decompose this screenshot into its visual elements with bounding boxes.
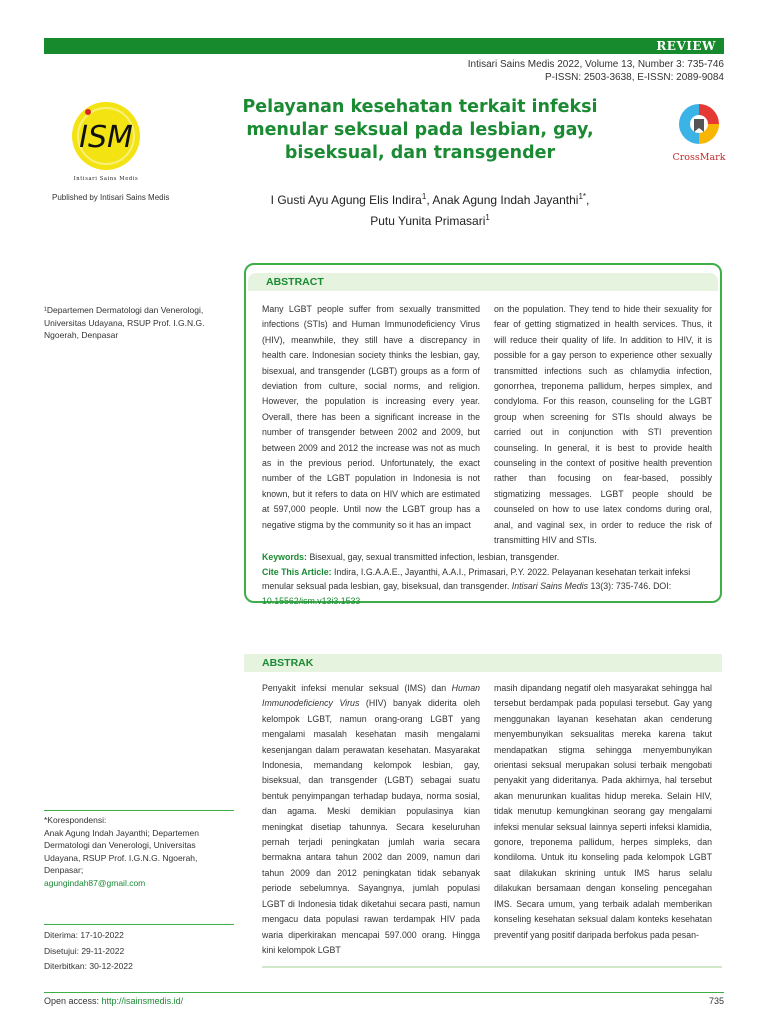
cite-details: 13(3): 735-746. DOI:	[590, 581, 672, 591]
published-by: Published by Intisari Sains Medis	[52, 193, 170, 202]
logo-caption: Intisari Sains Medis	[73, 176, 139, 182]
abstract-col-1: Many LGBT people suffer from sexually transmitted infections (STIs) and Human Immunodeficiency Virus (HIV), meanwhile, they still have a discrepancy in health care. Indonesian society thinks the lesbian, gay, bisexual, and transgender (LGBT) groups as a form of deviation from culture, social norms, and religion. However, the population is increasing every year. Overall, there has been a significant increase in the number of transgender between 2002 and 2009, but between 2009 and 2012 the increase was not as much as in the previous period. Unfortunately, the exact number of the LGBT population in Indonesia is not known, but it refers to data on HIV which are estimated at 597,000 people. Until now the LGBT group has a negative stigma by the community so it has an impact	[262, 304, 480, 530]
abstrak-bottom-rule	[262, 966, 722, 968]
keywords-text: Bisexual, gay, sexual transmitted infection, lesbian, transgender.	[309, 552, 560, 562]
abstract-col-2: on the population. They tend to hide their sexuality for fear of getting stigmatized in health services. Thus, it will reduce their quality of life. In addition to HIV, it is possible for a gay person to experience other sexually transmitted infections such as chlamydia infection, gonorrhea, treponema pallidum, herpes simplex, and condyloma. For this reason, counseling for the LGBT group when screening for STIs should always be carried out in conjunction with STI prevention counseling. In general, it is best to provide health counseling in the context of positive health prevention rather than focusing on fear-based, possibly stigmatizing messages. LGBT people should be counseled on how to use latex condoms during oral, anal, and vaginal sex, in order to reduce the risk of transmitting HIV and STIs.	[494, 304, 712, 546]
ism-logo-icon	[64, 98, 148, 182]
cite-label: Cite This Article:	[262, 566, 332, 577]
abstrak-col-1-a: Penyakit infeksi menular seksual (IMS) dan	[262, 683, 452, 693]
crossmark-badge[interactable]	[671, 102, 727, 163]
correspondence-rule	[44, 810, 234, 811]
author-3: Putu Yunita Primasari	[370, 214, 486, 228]
dates-rule	[44, 924, 234, 925]
article-title: Pelayanan kesehatan terkait infeksi menular seksual pada lesbian, gay, biseksual, dan transgender	[242, 97, 598, 163]
abstract-heading: ABSTRACT	[248, 273, 718, 291]
crossmark-label: CrossMark	[672, 152, 726, 163]
abstrak-section	[244, 654, 722, 672]
abstrak-col-1-b: (HIV) banyak diderita oleh kelompok LGBT, namun orang-orang LGBT yang mengalami masalah kesehatan masih mengalami kesenjangan dalam perawatan kesehatan. Masyarakat Indonesia, memandang kelompok lesbian, gay, biseksual, dan transgender (LGBT) sebagai suatu bentuk penyimpangan terhadap budaya, norma sosial, dan agama. Meski demikian populasinya kian meningkat disetiap tahunnya. Secara keseluruhan pernah terjadi peningkatan jumlah waria secara bermakna antara tahun 2002 dan 2009, namun dari tahun 2009 dan 2012 peningkatan tidak sebanyak periode sebelumnya. Sayangnya, jumlah populasi LGBT di Indonesia tidak diketahui secara pasti, namun mengacu data populasi rawan terdampak HIV pada waria diperkirakan mencapai 597.000 orang. Hingga kini kelompok LGBT	[262, 698, 480, 955]
correspondence	[44, 810, 234, 889]
date-received: Diterima: 17-10-2022	[44, 930, 124, 940]
open-access	[44, 996, 183, 1006]
author-1: I Gusti Ayu Agung Elis Indira	[270, 193, 422, 207]
author-line-end: ,	[586, 193, 590, 207]
keywords-label: Keywords:	[262, 552, 307, 562]
author-2-affil: 1*	[578, 192, 586, 201]
keywords-cite	[262, 550, 712, 608]
cite-text: Indira, I.G.A.A.E., Jayanthi, A.A.I., Primasari, P.Y. 2022. Pelayanan kesehatan terkait infeksi menular seksual pada lesbian, gay, biseksual, dan transgender.	[262, 566, 691, 591]
correspondence-email[interactable]: agungindah87@gmail.com	[44, 877, 146, 888]
affiliation: ¹Departemen Dermatologi dan Venerologi, Universitas Udayana, RSUP Prof. I.G.N.G. Ngoerah, Denpasar	[44, 305, 205, 340]
doi-link[interactable]: 10.15562/ism.v13i3.1533	[262, 595, 361, 606]
cite-article	[262, 565, 712, 609]
footer-rule	[44, 992, 724, 993]
ism-logo	[64, 98, 148, 187]
page-number: 735	[708, 996, 724, 1006]
abstrak-col-1-italic: Human Immunodeficiency Virus	[262, 683, 480, 709]
keywords	[262, 550, 712, 565]
author-1-affil: 1	[421, 192, 427, 201]
abstrak-col-2: masih dipandang negatif oleh masyarakat sehingga hal tersebut berdampak pada populasi tersebut. Gay yang menggunakan layanan kesehatan akan cenderung menyembunyikan seksualitas mereka karena takut mendapatkan stigma sehingga menyembunyikan orientasi seksual merupakan solusi terbaik mengobati penyakit yang dideritanya. Pada akhirnya, hal tersebut akan menurunkan kualitas hidup mereka. Selain HIV, tidak menutup kemungkinan seorang gay mengalami infeksi menular seksual lainnya seperti infeksi klamidia, gonore, treponema pallidum, herpes simpleks, dan kondiloma. Untuk itu konseling pada kelompok LGBT saat dilakukan skrining untuk IMS harus selalu dilakukan bersamaan dengan konseling pencegahan IMS. Secara umum, yang terbaik adalah memberikan konseling kesehatan seksual dalam konteks kesehatan preventif yang positif daripada berfokus pada pesan-	[494, 683, 712, 940]
author-2: , Anak Agung Indah Jayanthi	[426, 193, 579, 207]
issn-line: P-ISSN: 2503-3638, E-ISSN: 2089-9084	[545, 72, 724, 83]
abstrak-heading: ABSTRAK	[244, 654, 722, 672]
correspondence-label: *Korespondensi:	[44, 815, 107, 825]
author-list	[210, 188, 650, 230]
date-published: Diterbitkan: 30-12-2022	[44, 961, 133, 971]
correspondence-text: Anak Agung Indah Jayanthi; Departemen Dermatologi dan Venerologi, Universitas Udayana, RSUP Prof. I.G.N.G. Ngoerah, Denpasar;	[44, 827, 199, 875]
logo-text: ISM	[79, 120, 133, 155]
open-access-label: Open access:	[44, 996, 100, 1006]
review-band	[44, 38, 724, 54]
site-link[interactable]: http://isainsmedis.id/	[101, 996, 184, 1006]
author-3-affil: 1	[485, 213, 490, 222]
review-label: REVIEW	[656, 39, 716, 53]
journal-line: Intisari Sains Medis 2022, Volume 13, Number 3: 735-746	[467, 59, 724, 70]
crossmark-icon	[677, 102, 721, 146]
journal-meta	[468, 58, 724, 84]
date-accepted: Disetujui: 29-11-2022	[44, 945, 125, 956]
abstrak-col-1	[262, 681, 480, 958]
article-dates	[44, 924, 234, 975]
cite-journal: Intisari Sains Medis	[511, 581, 589, 591]
